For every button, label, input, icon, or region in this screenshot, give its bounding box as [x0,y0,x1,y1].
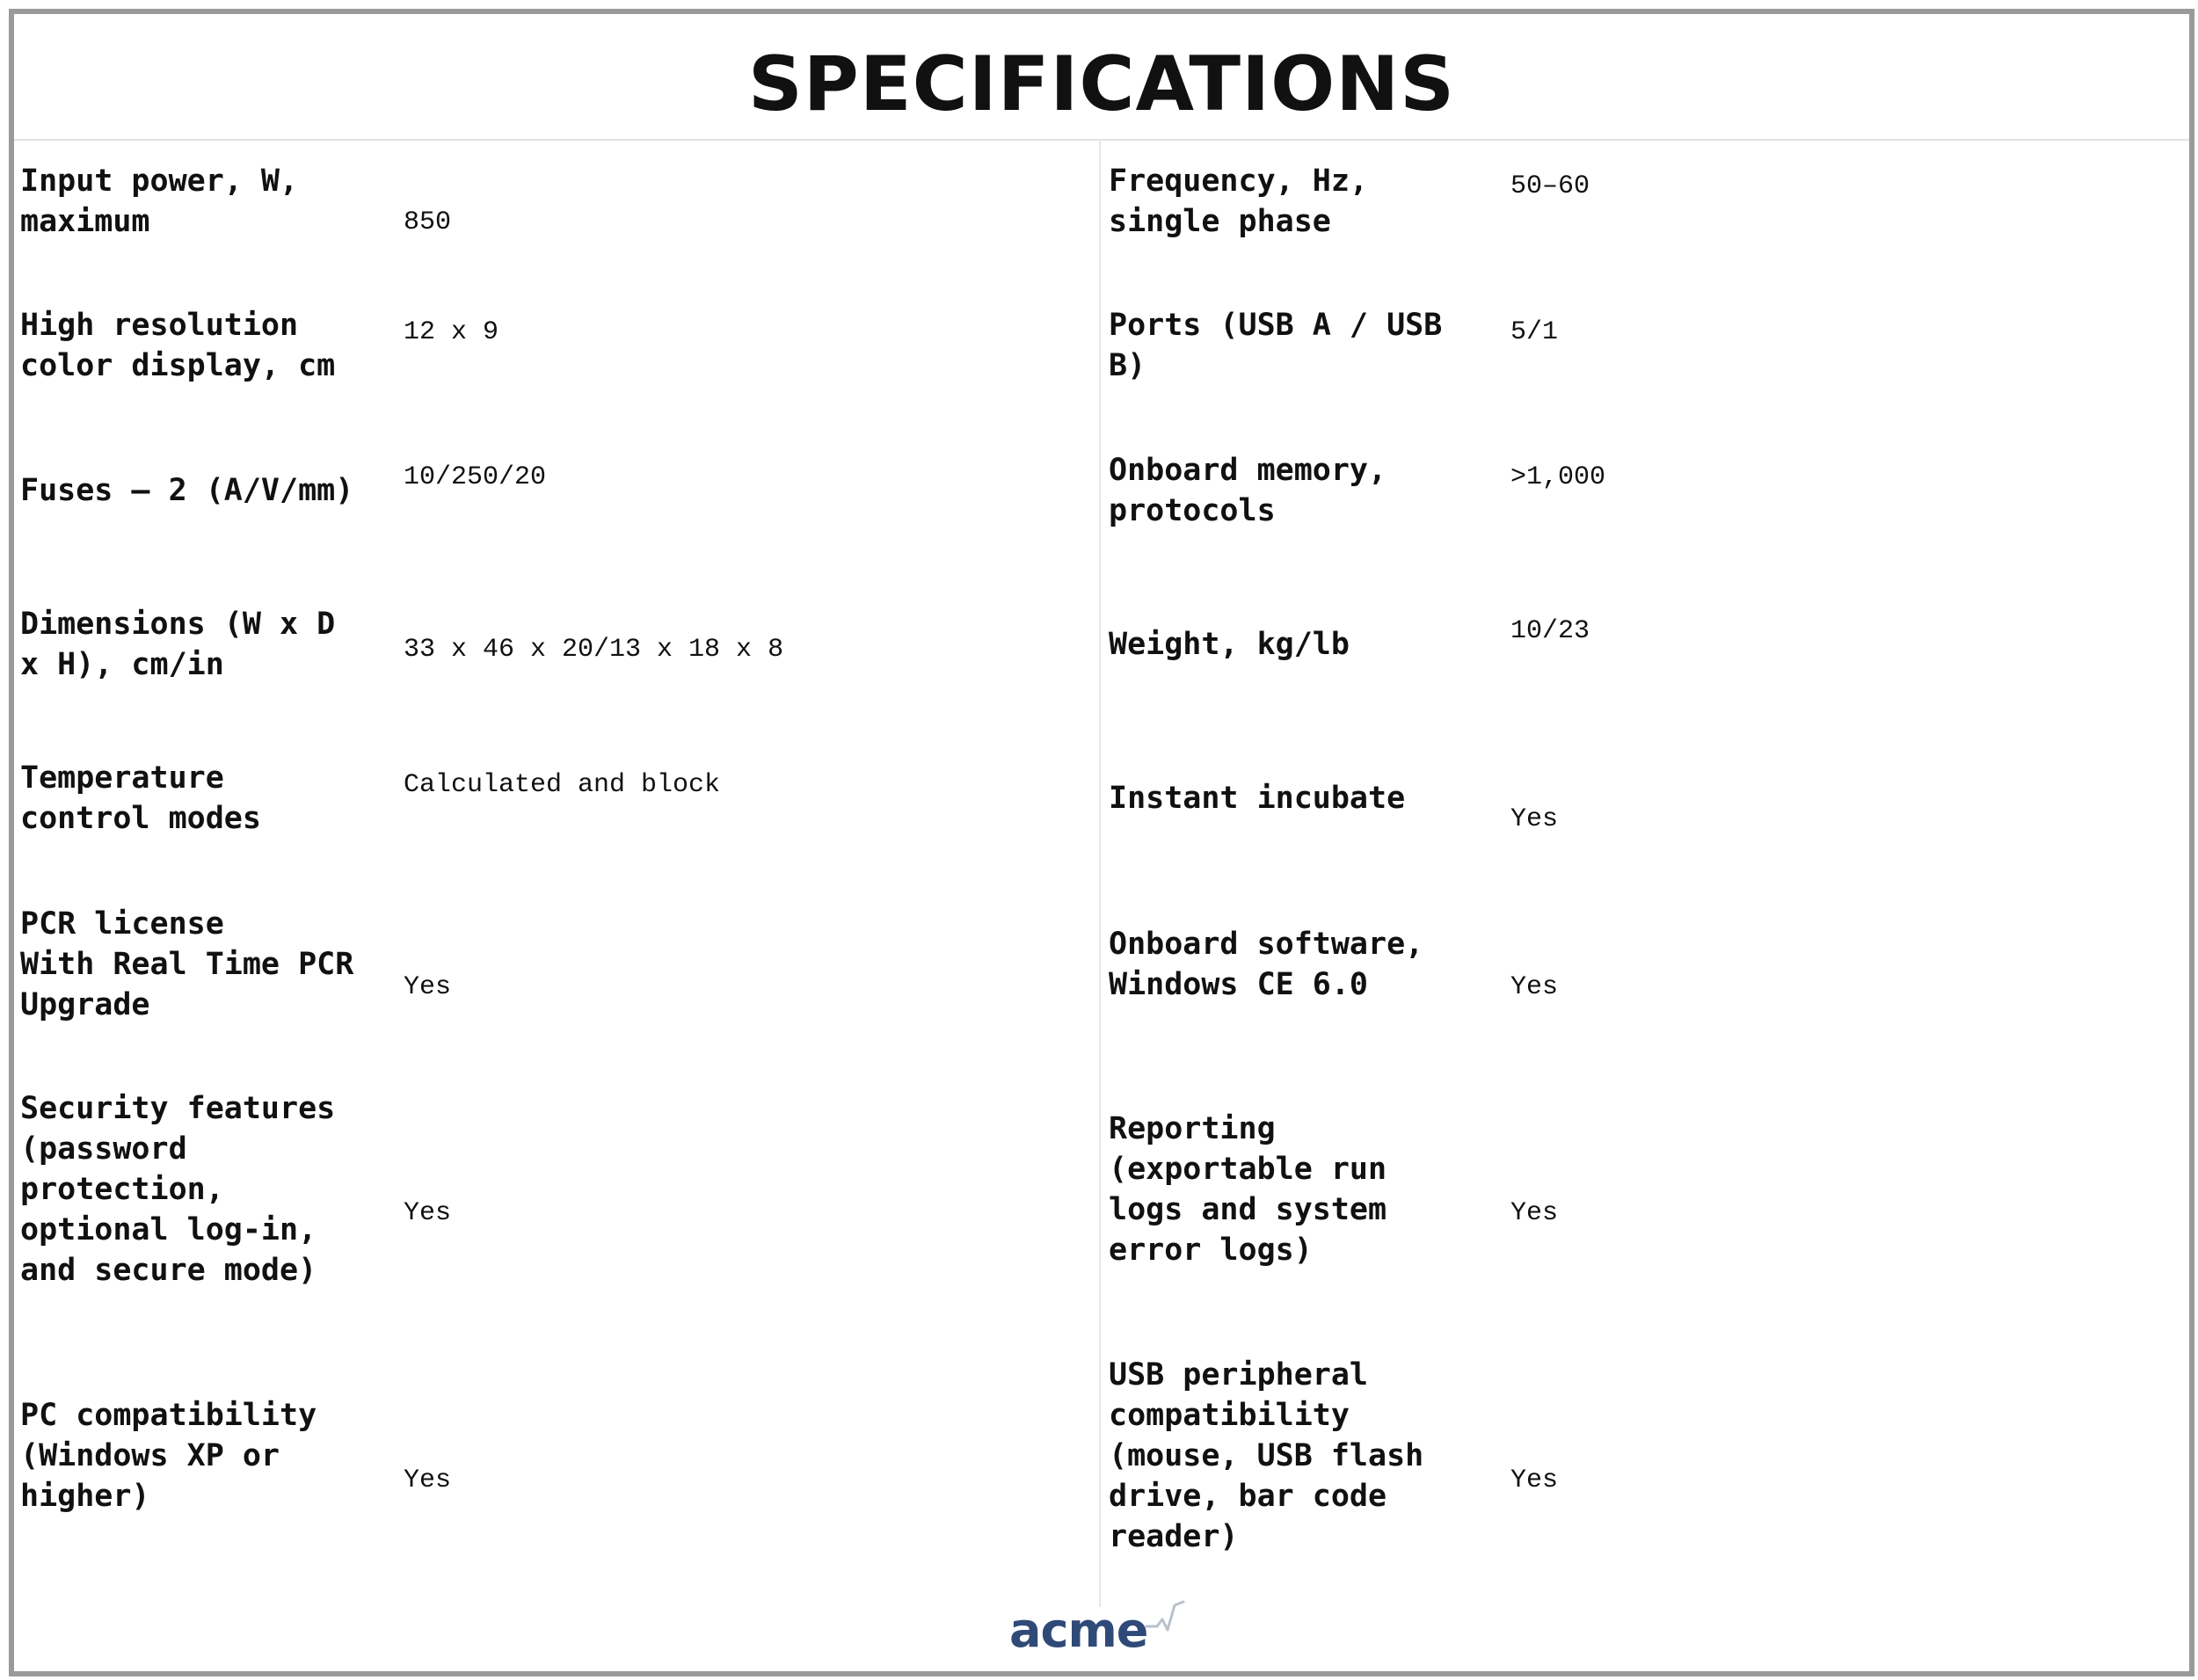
spec-value-input-power: 850 [404,207,452,237]
logo-pulse-icon [1145,1600,1185,1635]
spec-label-ports: Ports (USB A / USB B) [1109,308,1443,383]
spec-value-frequency: 50–60 [1510,171,1590,201]
spec-value-reporting: Yes [1510,1198,1559,1228]
spec-label-dimensions: Dimensions (W x D x H), cm/in [20,607,336,682]
spec-label-frequency: Frequency, Hz, single phase [1109,164,1369,239]
spec-label-input-power: Input power, W, maximum [20,164,299,239]
spec-label-usb-peripheral: USB peripheral compatibility (mouse, USB flash drive, bar code reader) [1109,1357,1424,1554]
column-divider [1099,141,1101,1607]
spec-value-instant-incubate: Yes [1510,804,1559,834]
spec-value-temperature-modes: Calculated and block [404,770,721,800]
title-divider [14,139,2189,141]
spec-sheet-frame [9,9,2194,1676]
page-title: SPECIFICATIONS [747,40,1456,128]
spec-label-security: Security features (password protection, optional log-in, and secure mode) [20,1091,336,1288]
spec-value-fuses: 10/250/20 [404,462,547,492]
spec-value-dimensions: 33 x 46 x 20/13 x 18 x 8 [404,635,784,665]
spec-value-pc-compatibility: Yes [404,1465,452,1495]
spec-label-onboard-software: Onboard software, Windows CE 6.0 [1109,927,1424,1002]
acme-logo [1009,1600,1185,1662]
spec-label-display: High resolution color display, cm [20,308,336,383]
spec-label-temperature-modes: Temperature control modes [20,760,261,836]
spec-label-weight: Weight, kg/lb [1109,627,1350,662]
spec-value-onboard-software: Yes [1510,972,1559,1002]
spec-value-weight: 10/23 [1510,616,1590,646]
spec-label-fuses: Fuses – 2 (A/V/mm) [20,473,354,508]
spec-label-instant-incubate: Instant incubate [1109,781,1406,816]
spec-value-display: 12 x 9 [404,317,499,347]
spec-value-ports: 5/1 [1510,317,1559,347]
logo-wordmark: acme [1009,1603,1148,1658]
spec-value-onboard-memory: >1,000 [1510,462,1606,492]
spec-label-pcr-license: PCR license With Real Time PCR Upgrade [20,906,354,1022]
spec-value-security: Yes [404,1198,452,1228]
spec-label-reporting: Reporting (exportable run logs and system error logs) [1109,1111,1387,1268]
spec-label-pc-compatibility: PC compatibility (Windows XP or higher) [20,1398,317,1514]
spec-value-usb-peripheral: Yes [1510,1465,1559,1495]
spec-value-pcr-license: Yes [404,972,452,1002]
spec-label-onboard-memory: Onboard memory, protocols [1109,453,1387,528]
